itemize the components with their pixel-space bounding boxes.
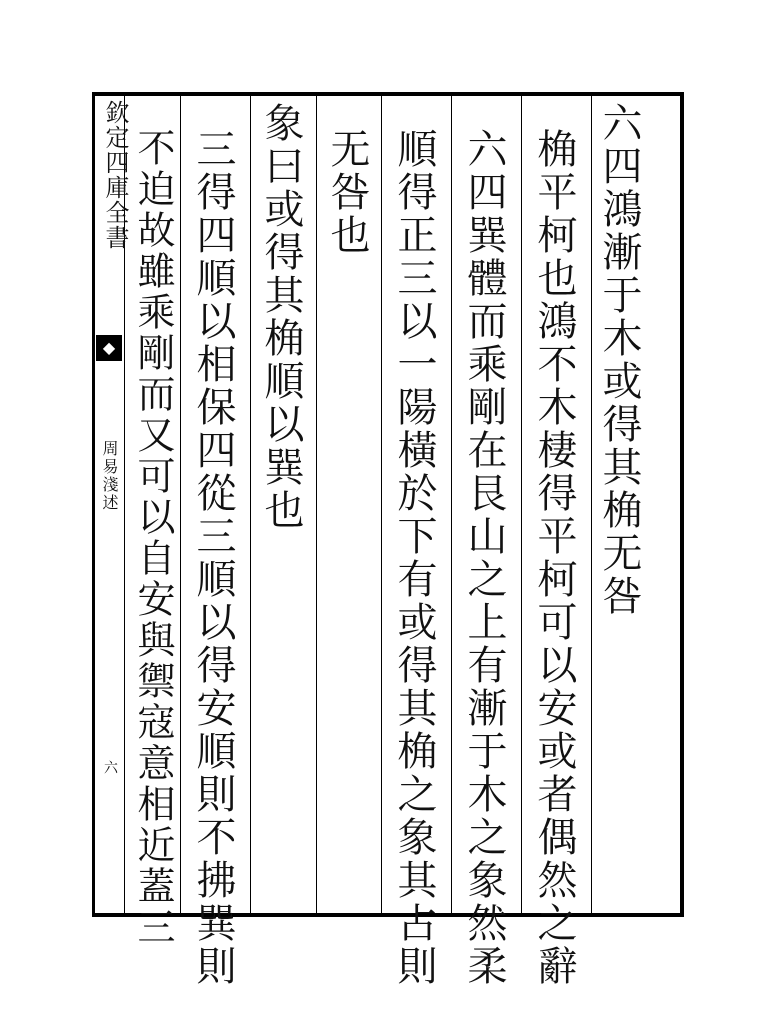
text-column-2: 桷平柯也鴻不木棲得平柯可以安或者偶然之辭 (531, 128, 577, 988)
column-rule (180, 96, 181, 913)
text-column-8: 不迫故雖乘剛而又可以自安與禦寇意相近蓋三 (131, 128, 175, 948)
text-column-7: 三得四順以相保四從三順以得安順則不拂巽則 (190, 128, 236, 988)
column-rule (316, 96, 317, 913)
section-title: 周易淺述 (100, 440, 119, 512)
column-rule (250, 96, 251, 913)
fishtail-mark: ◆ (96, 335, 122, 361)
text-column-1: 六四鴻漸于木或得其桷无咎 (596, 102, 642, 618)
frame-left-border (92, 92, 95, 917)
column-rule (451, 96, 452, 913)
text-column-5: 无咎也 (324, 128, 370, 257)
page-number: 六 (102, 760, 118, 774)
text-column-4: 順得正三以一陽橫於下有或得其桷之象其占則 (391, 128, 437, 988)
column-rule (521, 96, 522, 913)
book-title: 欽定四庫全書 (101, 100, 129, 250)
frame-bottom-border (92, 913, 682, 917)
text-column-3: 六四巽體而乘剛在艮山之上有漸于木之象然柔 (461, 128, 507, 988)
column-rule (381, 96, 382, 913)
text-column-6: 象曰或得其桷順以巽也 (258, 102, 304, 532)
column-rule (591, 96, 592, 913)
frame-right-border (680, 92, 684, 917)
